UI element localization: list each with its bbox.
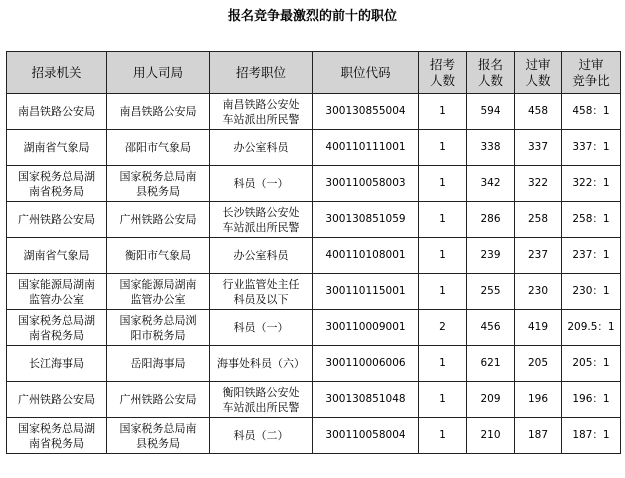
cell-employing-department: 南昌铁路公安局 xyxy=(107,94,210,130)
cell-position-code: 300130851059 xyxy=(313,202,419,238)
cell-position-code: 300110009001 xyxy=(313,310,419,346)
cell-recruiting-agency: 国家税务总局湖 南省税务局 xyxy=(7,418,107,454)
cell-passed-count: 230 xyxy=(515,274,562,310)
cell-position-code: 300130855004 xyxy=(313,94,419,130)
table-row xyxy=(7,94,621,130)
cell-recruiting-agency: 湖南省气象局 xyxy=(7,238,107,274)
column-header: 用人司局 xyxy=(107,52,210,94)
cell-employing-department: 广州铁路公安局 xyxy=(107,382,210,418)
column-header: 过审 竞争比 xyxy=(562,52,621,94)
cell-recruiting-agency: 国家税务总局湖 南省税务局 xyxy=(7,166,107,202)
table-row xyxy=(7,418,621,454)
table-row xyxy=(7,130,621,166)
cell-recruiting-agency: 国家税务总局湖 南省税务局 xyxy=(7,310,107,346)
cell-position: 科员（二） xyxy=(210,418,313,454)
cell-applied-count: 255 xyxy=(467,274,515,310)
cell-applied-count: 342 xyxy=(467,166,515,202)
cell-employing-department: 衡阳市气象局 xyxy=(107,238,210,274)
cell-recruiting-agency: 湖南省气象局 xyxy=(7,130,107,166)
cell-employing-department: 广州铁路公安局 xyxy=(107,202,210,238)
cell-plan-count: 1 xyxy=(419,202,467,238)
cell-competition-ratio: 258：1 xyxy=(562,202,621,238)
cell-position: 海事处科员（六） xyxy=(210,346,313,382)
cell-applied-count: 594 xyxy=(467,94,515,130)
cell-passed-count: 419 xyxy=(515,310,562,346)
cell-plan-count: 1 xyxy=(419,238,467,274)
cell-competition-ratio: 337：1 xyxy=(562,130,621,166)
cell-plan-count: 1 xyxy=(419,130,467,166)
cell-employing-department: 邵阳市气象局 xyxy=(107,130,210,166)
table-row xyxy=(7,166,621,202)
cell-plan-count: 1 xyxy=(419,418,467,454)
cell-position-code: 400110111001 xyxy=(313,130,419,166)
cell-recruiting-agency: 长江海事局 xyxy=(7,346,107,382)
cell-position: 南昌铁路公安处 车站派出所民警 xyxy=(210,94,313,130)
cell-competition-ratio: 205：1 xyxy=(562,346,621,382)
cell-applied-count: 286 xyxy=(467,202,515,238)
cell-position: 科员（一） xyxy=(210,310,313,346)
cell-competition-ratio: 237：1 xyxy=(562,238,621,274)
cell-position-code: 300110058004 xyxy=(313,418,419,454)
cell-plan-count: 1 xyxy=(419,166,467,202)
cell-position: 行业监管处主任 科员及以下 xyxy=(210,274,313,310)
cell-competition-ratio: 322：1 xyxy=(562,166,621,202)
cell-competition-ratio: 187：1 xyxy=(562,418,621,454)
cell-recruiting-agency: 广州铁路公安局 xyxy=(7,202,107,238)
cell-plan-count: 1 xyxy=(419,346,467,382)
cell-employing-department: 国家税务总局浏 阳市税务局 xyxy=(107,310,210,346)
column-header: 职位代码 xyxy=(313,52,419,94)
table-row xyxy=(7,202,621,238)
cell-position: 科员（一） xyxy=(210,166,313,202)
cell-passed-count: 258 xyxy=(515,202,562,238)
table-row xyxy=(7,310,621,346)
cell-competition-ratio: 209.5：1 xyxy=(562,310,621,346)
cell-position: 办公室科员 xyxy=(210,130,313,166)
cell-passed-count: 196 xyxy=(515,382,562,418)
table-row xyxy=(7,382,621,418)
page-title: 报名竞争最激烈的前十的职位 xyxy=(227,9,397,24)
cell-recruiting-agency: 南昌铁路公安局 xyxy=(7,94,107,130)
cell-competition-ratio: 230：1 xyxy=(562,274,621,310)
ranking-table xyxy=(6,51,621,454)
cell-passed-count: 458 xyxy=(515,94,562,130)
cell-position-code: 300130851048 xyxy=(313,382,419,418)
cell-plan-count: 1 xyxy=(419,274,467,310)
cell-applied-count: 239 xyxy=(467,238,515,274)
table-row xyxy=(7,274,621,310)
cell-applied-count: 338 xyxy=(467,130,515,166)
cell-passed-count: 205 xyxy=(515,346,562,382)
column-header: 招考职位 xyxy=(210,52,313,94)
cell-position-code: 400110108001 xyxy=(313,238,419,274)
column-header: 招录机关 xyxy=(7,52,107,94)
cell-plan-count: 2 xyxy=(419,310,467,346)
cell-applied-count: 456 xyxy=(467,310,515,346)
table-row xyxy=(7,238,621,274)
cell-position: 长沙铁路公安处 车站派出所民警 xyxy=(210,202,313,238)
cell-employing-department: 国家能源局湖南 监管办公室 xyxy=(107,274,210,310)
cell-employing-department: 国家税务总局南 县税务局 xyxy=(107,418,210,454)
cell-applied-count: 210 xyxy=(467,418,515,454)
cell-passed-count: 337 xyxy=(515,130,562,166)
cell-position: 衡阳铁路公安处 车站派出所民警 xyxy=(210,382,313,418)
column-header: 报名 人数 xyxy=(467,52,515,94)
cell-employing-department: 国家税务总局南 县税务局 xyxy=(107,166,210,202)
cell-passed-count: 322 xyxy=(515,166,562,202)
cell-competition-ratio: 458：1 xyxy=(562,94,621,130)
column-header: 过审 人数 xyxy=(515,52,562,94)
cell-recruiting-agency: 国家能源局湖南 监管办公室 xyxy=(7,274,107,310)
cell-applied-count: 621 xyxy=(467,346,515,382)
cell-applied-count: 209 xyxy=(467,382,515,418)
header-row xyxy=(7,52,621,94)
cell-employing-department: 岳阳海事局 xyxy=(107,346,210,382)
table-row xyxy=(7,346,621,382)
column-header: 招考 人数 xyxy=(419,52,467,94)
cell-position-code: 300110058003 xyxy=(313,166,419,202)
cell-position-code: 300110115001 xyxy=(313,274,419,310)
cell-passed-count: 237 xyxy=(515,238,562,274)
cell-recruiting-agency: 广州铁路公安局 xyxy=(7,382,107,418)
cell-competition-ratio: 196：1 xyxy=(562,382,621,418)
cell-passed-count: 187 xyxy=(515,418,562,454)
cell-position: 办公室科员 xyxy=(210,238,313,274)
cell-plan-count: 1 xyxy=(419,382,467,418)
cell-position-code: 300110006006 xyxy=(313,346,419,382)
cell-plan-count: 1 xyxy=(419,94,467,130)
